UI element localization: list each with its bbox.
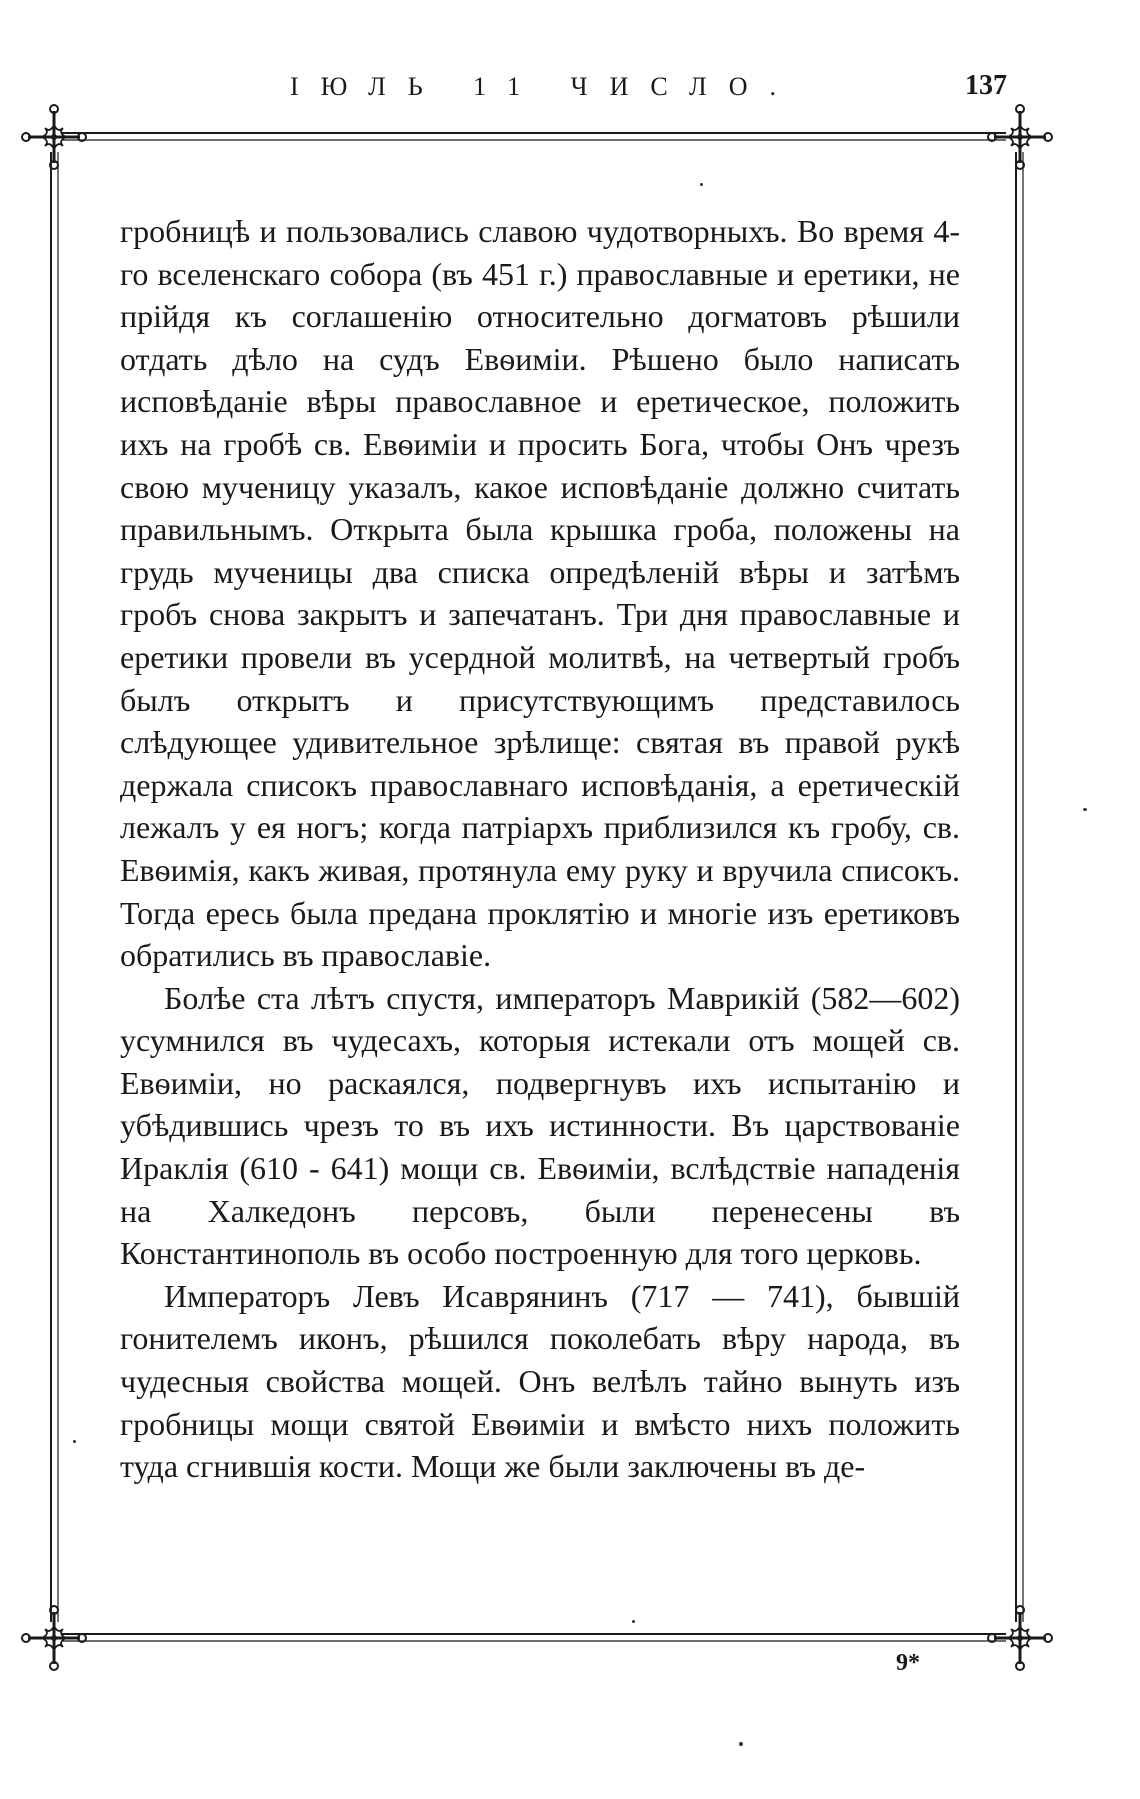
print-speck bbox=[739, 1742, 743, 1746]
signature-mark: 9* bbox=[896, 1650, 920, 1676]
print-speck bbox=[1083, 808, 1087, 811]
paragraph-continued: гробницѣ и пользовались славою чудотворныхъ. Во время 4-го вселенскаго собора (въ 451 г.) православные и еретики, не прійдя къ соглашенію относительно догматовъ рѣшили отдать дѣло на судъ Евѳиміи. Рѣшено было написать исповѣданіе вѣры православное и еретическое, положить ихъ на гробѣ св. Евѳиміи и просить Бога, чтобы Онъ чрезъ свою мученицу указалъ, какое исповѣданіе должно считать правильнымъ. Открыта была крышка гроба, положены на грудь мученицы два списка опредѣленій вѣры и затѣмъ гробъ снова закрытъ и запечатанъ. Три дня православные и еретики провели въ усердной молитвѣ, на четвертый гробъ былъ открытъ и присутствующимъ представилось слѣдующее удивительное зрѣлище: святая въ правой рукѣ держала списокъ православнаго исповѣданія, а еретическій лежалъ у ея ногъ; когда патріархъ приблизился къ гробу, св. Евѳимія, какъ живая, протянула ему руку и вручила списокъ. Тогда ересь была предана проклятію и многіе изъ еретиковъ обратились въ православіе. bbox=[120, 213, 960, 974]
print-speck bbox=[632, 1620, 635, 1623]
print-speck bbox=[73, 1440, 76, 1443]
corner-ornament-top-left bbox=[22, 105, 86, 169]
body-text bbox=[120, 210, 960, 1488]
paragraph: Императоръ Левъ Исаврянинъ (717 — 741), бывшій гонителемъ иконъ, рѣшился поколебать вѣру народа, въ чудесныя свойства мощей. Онъ велѣлъ тайно вынуть изъ гробницы мощи святой Евѳиміи и вмѣсто нихъ положить туда сгнившія кости. Мощи же были заключены въ де- bbox=[120, 1277, 960, 1485]
corner-ornament-bottom-left bbox=[22, 1606, 86, 1670]
corner-ornament-bottom-right bbox=[988, 1606, 1052, 1670]
paragraph: Болѣе ста лѣтъ спустя, императоръ Маврикій (582—602) усумнился въ чудесахъ, которыя истекали отъ мощей св. Евѳиміи, но раскаялся, подвергнувъ ихъ испытанію и убѣдившись чрезъ то въ ихъ истинности. Въ царствованіе Ираклія (610 - 641) мощи св. Евѳиміи, вслѣдствіе нападенія на Халкедонъ персовъ, были перенесены въ Константинополь въ особо построенную для того церковь. bbox=[120, 979, 960, 1272]
page-number: 137 bbox=[965, 70, 1007, 101]
running-head: ІЮЛЬ 11 ЧИСЛО. bbox=[290, 72, 798, 101]
print-speck bbox=[700, 183, 703, 186]
corner-ornament-top-right bbox=[988, 105, 1052, 169]
